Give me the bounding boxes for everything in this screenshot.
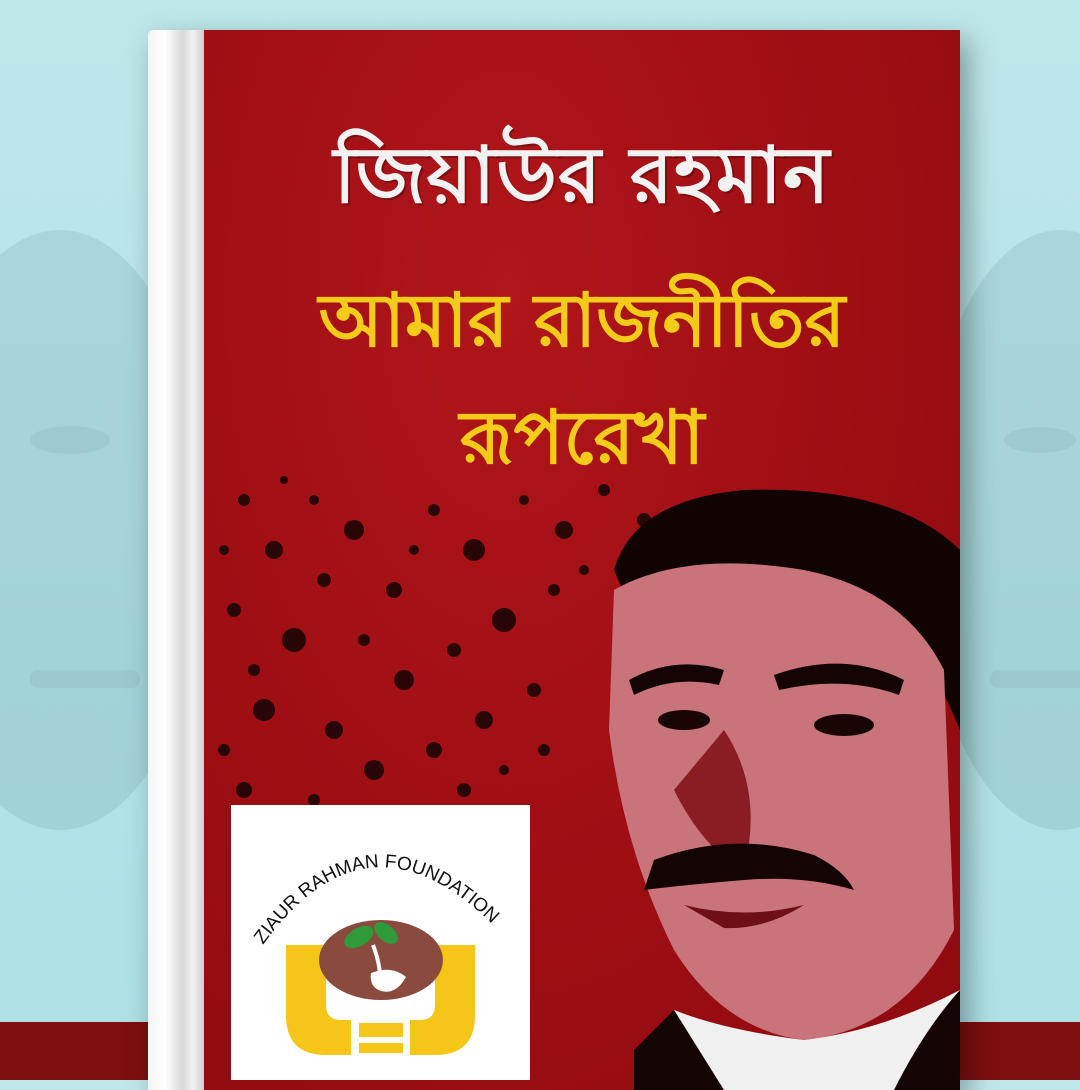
logo-text: ZIAUR RAHMAN FOUNDATION — [250, 851, 504, 948]
foundation-logo-graphic — [231, 805, 530, 1080]
book-spine — [148, 30, 204, 1090]
book-title-line-2: রূপরেখা — [459, 395, 705, 481]
author-name: জিয়াউর রহমান — [333, 131, 831, 221]
background-portrait-right — [940, 200, 1080, 900]
book-title-line-1: আমার রাজনীতির — [318, 278, 846, 364]
foundation-logo — [231, 805, 530, 1080]
